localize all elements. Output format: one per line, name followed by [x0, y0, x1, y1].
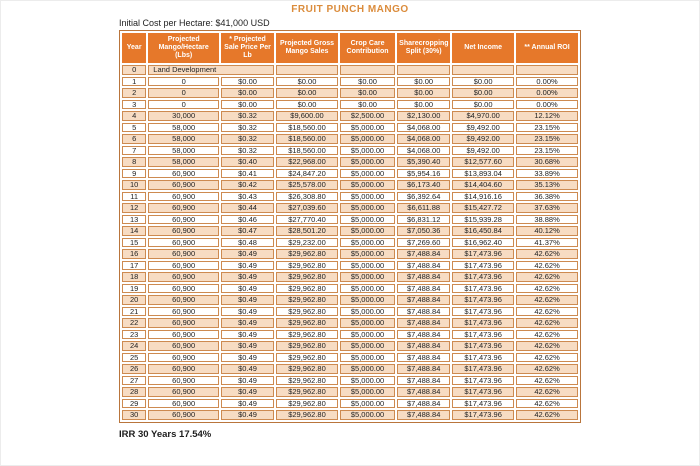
value-cell: $12,577.60: [452, 157, 514, 167]
value-cell: 60,900: [148, 192, 219, 202]
value-cell: $14,404.60: [452, 180, 514, 190]
value-cell: $7,488.84: [397, 272, 450, 282]
value-cell: $9,492.00: [452, 123, 514, 133]
value-cell: 42.62%: [516, 387, 578, 397]
value-cell: 42.62%: [516, 341, 578, 351]
year-cell: 1: [122, 77, 146, 87]
column-header-projected-mango-hectare: Projected Mango/Hectare (Lbs): [148, 33, 219, 63]
value-cell: 42.62%: [516, 249, 578, 259]
value-cell: $5,000.00: [340, 134, 395, 144]
value-cell: 42.62%: [516, 376, 578, 386]
value-cell: $15,939.28: [452, 215, 514, 225]
value-cell: 60,900: [148, 180, 219, 190]
value-cell: 12.12%: [516, 111, 578, 121]
year-cell: 22: [122, 318, 146, 328]
value-cell: $2,500.00: [340, 111, 395, 121]
empty-cell: [340, 65, 395, 75]
table-row-year-26: [122, 364, 578, 374]
land-development-cell: Land Development: [148, 65, 274, 75]
value-cell: $25,578.00: [276, 180, 338, 190]
value-cell: $0.48: [221, 238, 274, 248]
value-cell: $0.49: [221, 307, 274, 317]
value-cell: $5,000.00: [340, 272, 395, 282]
value-cell: $18,560.00: [276, 134, 338, 144]
value-cell: $17,473.96: [452, 318, 514, 328]
value-cell: 42.62%: [516, 318, 578, 328]
value-cell: $5,000.00: [340, 376, 395, 386]
table-row-year-7: [122, 146, 578, 156]
value-cell: 36.38%: [516, 192, 578, 202]
value-cell: $5,000.00: [340, 146, 395, 156]
value-cell: $7,488.84: [397, 353, 450, 363]
value-cell: $17,473.96: [452, 261, 514, 271]
value-cell: 60,900: [148, 284, 219, 294]
value-cell: 0: [148, 88, 219, 98]
empty-cell: [452, 65, 514, 75]
table-row-year-14: [122, 226, 578, 236]
year-cell: 2: [122, 88, 146, 98]
value-cell: 37.63%: [516, 203, 578, 213]
value-cell: $7,488.84: [397, 261, 450, 271]
value-cell: $13,893.04: [452, 169, 514, 179]
table-row-year-8: [122, 157, 578, 167]
value-cell: 60,900: [148, 215, 219, 225]
value-cell: $5,000.00: [340, 238, 395, 248]
year-cell: 15: [122, 238, 146, 248]
table-row-year-5: [122, 123, 578, 133]
table-row-year-12: [122, 203, 578, 213]
year-cell: 5: [122, 123, 146, 133]
value-cell: $5,000.00: [340, 284, 395, 294]
value-cell: 60,900: [148, 307, 219, 317]
value-cell: $0.00: [340, 77, 395, 87]
column-header-projected-sale-price: * Projected Sale Price Per Lb: [221, 33, 274, 63]
value-cell: $5,000.00: [340, 261, 395, 271]
table-row-year-24: [122, 341, 578, 351]
year-cell: 23: [122, 330, 146, 340]
year-cell: 20: [122, 295, 146, 305]
value-cell: $0.49: [221, 284, 274, 294]
year-cell: 9: [122, 169, 146, 179]
value-cell: 60,900: [148, 364, 219, 374]
value-cell: $7,488.84: [397, 341, 450, 351]
column-header-sharecropping-split: Sharecropping Split (30%): [397, 33, 450, 63]
value-cell: $29,962.80: [276, 341, 338, 351]
value-cell: 42.62%: [516, 295, 578, 305]
value-cell: $26,308.80: [276, 192, 338, 202]
value-cell: $6,831.12: [397, 215, 450, 225]
empty-cell: [276, 65, 338, 75]
table-row-year-16: [122, 249, 578, 259]
table-row-year-9: [122, 169, 578, 179]
value-cell: $5,000.00: [340, 295, 395, 305]
year-cell: 12: [122, 203, 146, 213]
year-cell: 13: [122, 215, 146, 225]
value-cell: $0.00: [221, 88, 274, 98]
table-row-year-4: [122, 111, 578, 121]
value-cell: $9,492.00: [452, 134, 514, 144]
value-cell: 60,900: [148, 295, 219, 305]
year-cell: 11: [122, 192, 146, 202]
value-cell: $0.49: [221, 295, 274, 305]
initial-cost-subtitle: Initial Cost per Hectare: $41,000 USD: [119, 18, 270, 28]
value-cell: 60,900: [148, 203, 219, 213]
value-cell: $17,473.96: [452, 284, 514, 294]
value-cell: $16,450.84: [452, 226, 514, 236]
value-cell: $0.00: [221, 77, 274, 87]
value-cell: $7,488.84: [397, 284, 450, 294]
year-cell: 29: [122, 399, 146, 409]
value-cell: $5,000.00: [340, 180, 395, 190]
value-cell: $5,000.00: [340, 226, 395, 236]
value-cell: $0.00: [340, 100, 395, 110]
page-title: FRUIT PUNCH MANGO: [291, 4, 409, 15]
table-row-year-27: [122, 376, 578, 386]
table-row-year-19: [122, 284, 578, 294]
year-cell: 17: [122, 261, 146, 271]
value-cell: 30.68%: [516, 157, 578, 167]
value-cell: $0.49: [221, 341, 274, 351]
value-cell: $29,962.80: [276, 330, 338, 340]
value-cell: $7,488.84: [397, 318, 450, 328]
value-cell: $17,473.96: [452, 341, 514, 351]
table-row-year-20: [122, 295, 578, 305]
value-cell: $29,962.80: [276, 376, 338, 386]
value-cell: $0.32: [221, 111, 274, 121]
value-cell: $29,962.80: [276, 318, 338, 328]
value-cell: $0.49: [221, 410, 274, 420]
value-cell: $5,000.00: [340, 399, 395, 409]
year-cell: 26: [122, 364, 146, 374]
table-row-year-29: [122, 399, 578, 409]
value-cell: 60,900: [148, 330, 219, 340]
value-cell: $17,473.96: [452, 410, 514, 420]
table-row-year-3: [122, 100, 578, 110]
value-cell: $29,962.80: [276, 307, 338, 317]
value-cell: 0.00%: [516, 88, 578, 98]
value-cell: $0.47: [221, 226, 274, 236]
value-cell: 58,000: [148, 123, 219, 133]
value-cell: $24,847.20: [276, 169, 338, 179]
value-cell: $29,962.80: [276, 261, 338, 271]
value-cell: $7,488.84: [397, 410, 450, 420]
table-row-year-25: [122, 353, 578, 363]
value-cell: $7,488.84: [397, 364, 450, 374]
value-cell: 58,000: [148, 134, 219, 144]
value-cell: 60,900: [148, 238, 219, 248]
year-cell: 8: [122, 157, 146, 167]
value-cell: $29,962.80: [276, 364, 338, 374]
value-cell: $2,130.00: [397, 111, 450, 121]
value-cell: 60,900: [148, 249, 219, 259]
value-cell: $0.41: [221, 169, 274, 179]
value-cell: $5,390.40: [397, 157, 450, 167]
value-cell: $0.49: [221, 261, 274, 271]
value-cell: $7,488.84: [397, 387, 450, 397]
value-cell: $5,000.00: [340, 341, 395, 351]
value-cell: $4,068.00: [397, 134, 450, 144]
value-cell: $7,488.84: [397, 330, 450, 340]
column-header-net-income: Net Income: [452, 33, 514, 63]
value-cell: $0.46: [221, 215, 274, 225]
value-cell: $17,473.96: [452, 353, 514, 363]
value-cell: $7,488.84: [397, 307, 450, 317]
value-cell: $6,392.64: [397, 192, 450, 202]
value-cell: $0.32: [221, 134, 274, 144]
value-cell: $0.32: [221, 123, 274, 133]
value-cell: 60,900: [148, 410, 219, 420]
value-cell: 0.00%: [516, 77, 578, 87]
column-header-year: Year: [122, 33, 146, 63]
table-row-year-21: [122, 307, 578, 317]
value-cell: $29,962.80: [276, 284, 338, 294]
value-cell: $7,050.36: [397, 226, 450, 236]
column-header-crop-care-contribution: Crop Care Contribution: [340, 33, 395, 63]
year-cell: 4: [122, 111, 146, 121]
value-cell: $5,000.00: [340, 330, 395, 340]
value-cell: $14,916.16: [452, 192, 514, 202]
year-cell: 18: [122, 272, 146, 282]
value-cell: $0.49: [221, 387, 274, 397]
value-cell: $29,962.80: [276, 249, 338, 259]
empty-cell: [516, 65, 578, 75]
report-content: [119, 4, 581, 440]
value-cell: $0.42: [221, 180, 274, 190]
value-cell: $16,962.40: [452, 238, 514, 248]
value-cell: $0.00: [221, 100, 274, 110]
value-cell: $7,269.60: [397, 238, 450, 248]
value-cell: 0.00%: [516, 100, 578, 110]
value-cell: $5,000.00: [340, 353, 395, 363]
value-cell: $5,000.00: [340, 169, 395, 179]
value-cell: 42.62%: [516, 353, 578, 363]
table-row-year-18: [122, 272, 578, 282]
value-cell: $29,962.80: [276, 272, 338, 282]
value-cell: $9,600.00: [276, 111, 338, 121]
value-cell: 60,900: [148, 226, 219, 236]
value-cell: $5,000.00: [340, 249, 395, 259]
table-row-year-15: [122, 238, 578, 248]
value-cell: $0.00: [340, 88, 395, 98]
table-row-year-10: [122, 180, 578, 190]
value-cell: $5,954.16: [397, 169, 450, 179]
year-cell: 0: [122, 65, 146, 75]
value-cell: $5,000.00: [340, 157, 395, 167]
value-cell: $0.32: [221, 146, 274, 156]
value-cell: 40.12%: [516, 226, 578, 236]
value-cell: 41.37%: [516, 238, 578, 248]
value-cell: $0.49: [221, 353, 274, 363]
year-cell: 16: [122, 249, 146, 259]
irr-summary: IRR 30 Years 17.54%: [119, 428, 212, 440]
table-body: [122, 65, 578, 420]
value-cell: $4,068.00: [397, 123, 450, 133]
value-cell: 42.62%: [516, 272, 578, 282]
value-cell: 60,900: [148, 387, 219, 397]
value-cell: $28,501.20: [276, 226, 338, 236]
projection-table: [119, 30, 581, 423]
table-row-year-30: [122, 410, 578, 420]
value-cell: $0.49: [221, 330, 274, 340]
table-row-year-23: [122, 330, 578, 340]
table-header-row: [122, 33, 578, 63]
value-cell: $5,000.00: [340, 318, 395, 328]
value-cell: $0.00: [452, 88, 514, 98]
year-cell: 28: [122, 387, 146, 397]
value-cell: 38.88%: [516, 215, 578, 225]
value-cell: $17,473.96: [452, 387, 514, 397]
value-cell: 60,900: [148, 318, 219, 328]
value-cell: 58,000: [148, 157, 219, 167]
table-row-year-22: [122, 318, 578, 328]
value-cell: 60,900: [148, 353, 219, 363]
value-cell: 42.62%: [516, 330, 578, 340]
value-cell: $0.00: [276, 77, 338, 87]
value-cell: $5,000.00: [340, 364, 395, 374]
year-cell: 25: [122, 353, 146, 363]
value-cell: $17,473.96: [452, 295, 514, 305]
value-cell: $29,962.80: [276, 399, 338, 409]
year-cell: 30: [122, 410, 146, 420]
value-cell: $0.49: [221, 249, 274, 259]
value-cell: $9,492.00: [452, 146, 514, 156]
value-cell: $7,488.84: [397, 249, 450, 259]
year-cell: 7: [122, 146, 146, 156]
value-cell: 60,900: [148, 261, 219, 271]
value-cell: $0.49: [221, 318, 274, 328]
value-cell: $0.49: [221, 272, 274, 282]
value-cell: $17,473.96: [452, 272, 514, 282]
value-cell: $0.49: [221, 376, 274, 386]
value-cell: $7,488.84: [397, 399, 450, 409]
year-cell: 19: [122, 284, 146, 294]
value-cell: $29,962.80: [276, 387, 338, 397]
value-cell: $18,560.00: [276, 123, 338, 133]
value-cell: $5,000.00: [340, 203, 395, 213]
value-cell: 0: [148, 77, 219, 87]
value-cell: 42.62%: [516, 261, 578, 271]
value-cell: $5,000.00: [340, 387, 395, 397]
table-row-year-11: [122, 192, 578, 202]
value-cell: 42.62%: [516, 284, 578, 294]
value-cell: $5,000.00: [340, 123, 395, 133]
value-cell: $27,039.60: [276, 203, 338, 213]
value-cell: 35.13%: [516, 180, 578, 190]
value-cell: $5,000.00: [340, 215, 395, 225]
value-cell: $4,970.00: [452, 111, 514, 121]
value-cell: $0.00: [276, 100, 338, 110]
table-row-year-0: [122, 65, 578, 75]
value-cell: 60,900: [148, 272, 219, 282]
table-row-year-28: [122, 387, 578, 397]
value-cell: 58,000: [148, 146, 219, 156]
column-header-annual-roi: ** Annual ROI: [516, 33, 578, 63]
table-row-year-17: [122, 261, 578, 271]
value-cell: $0.44: [221, 203, 274, 213]
value-cell: $0.00: [452, 77, 514, 87]
value-cell: 33.89%: [516, 169, 578, 179]
value-cell: $5,000.00: [340, 192, 395, 202]
value-cell: $17,473.96: [452, 399, 514, 409]
value-cell: $17,473.96: [452, 376, 514, 386]
value-cell: 42.62%: [516, 399, 578, 409]
value-cell: 42.62%: [516, 364, 578, 374]
value-cell: 23.15%: [516, 123, 578, 133]
value-cell: 30,000: [148, 111, 219, 121]
value-cell: 42.62%: [516, 410, 578, 420]
value-cell: $0.49: [221, 364, 274, 374]
value-cell: $17,473.96: [452, 330, 514, 340]
value-cell: $0.00: [452, 100, 514, 110]
value-cell: $5,000.00: [340, 410, 395, 420]
table-row-year-6: [122, 134, 578, 144]
year-cell: 3: [122, 100, 146, 110]
value-cell: $29,232.00: [276, 238, 338, 248]
table-row-year-13: [122, 215, 578, 225]
value-cell: $7,488.84: [397, 295, 450, 305]
value-cell: $0.00: [276, 88, 338, 98]
year-cell: 27: [122, 376, 146, 386]
empty-cell: [397, 65, 450, 75]
value-cell: $4,068.00: [397, 146, 450, 156]
value-cell: $0.49: [221, 399, 274, 409]
value-cell: $29,962.80: [276, 410, 338, 420]
year-cell: 14: [122, 226, 146, 236]
value-cell: $6,173.40: [397, 180, 450, 190]
value-cell: $5,000.00: [340, 307, 395, 317]
value-cell: $17,473.96: [452, 249, 514, 259]
value-cell: 60,900: [148, 399, 219, 409]
value-cell: 42.62%: [516, 307, 578, 317]
column-header-projected-gross-sales: Projected Gross Mango Sales: [276, 33, 338, 63]
value-cell: $29,962.80: [276, 295, 338, 305]
value-cell: $7,488.84: [397, 376, 450, 386]
value-cell: 23.15%: [516, 146, 578, 156]
year-cell: 24: [122, 341, 146, 351]
year-cell: 21: [122, 307, 146, 317]
year-cell: 10: [122, 180, 146, 190]
value-cell: 0: [148, 100, 219, 110]
value-cell: 60,900: [148, 169, 219, 179]
value-cell: $0.40: [221, 157, 274, 167]
value-cell: 23.15%: [516, 134, 578, 144]
value-cell: $0.00: [397, 77, 450, 87]
value-cell: 60,900: [148, 376, 219, 386]
table-row-year-2: [122, 88, 578, 98]
value-cell: 60,900: [148, 341, 219, 351]
value-cell: $6,611.88: [397, 203, 450, 213]
value-cell: $0.00: [397, 88, 450, 98]
table-row-year-1: [122, 77, 578, 87]
value-cell: $18,560.00: [276, 146, 338, 156]
value-cell: $22,968.00: [276, 157, 338, 167]
value-cell: $0.00: [397, 100, 450, 110]
value-cell: $15,427.72: [452, 203, 514, 213]
value-cell: $17,473.96: [452, 307, 514, 317]
value-cell: $17,473.96: [452, 364, 514, 374]
value-cell: $0.43: [221, 192, 274, 202]
value-cell: $27,770.40: [276, 215, 338, 225]
value-cell: $29,962.80: [276, 353, 338, 363]
year-cell: 6: [122, 134, 146, 144]
